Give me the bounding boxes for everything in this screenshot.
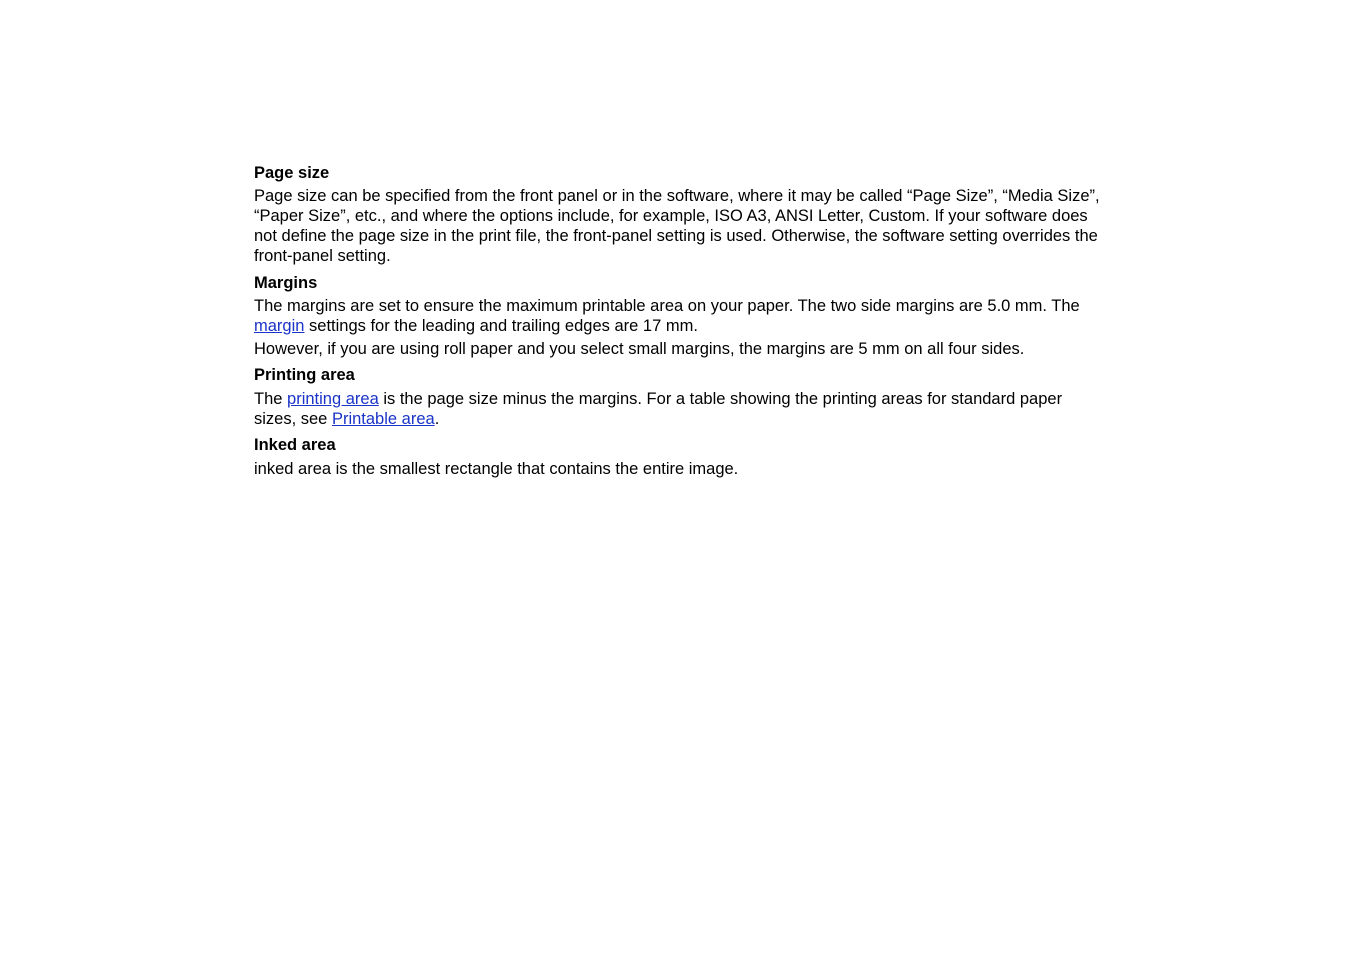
- margins-text-before: The margins are set to ensure the maximum printable area on your paper. The two side margins are 5.0 mm. The: [254, 297, 1080, 315]
- paragraph-printing-area: [254, 389, 1104, 429]
- printing-area-link[interactable]: printing area: [287, 390, 379, 408]
- heading-page-size: Page size: [254, 164, 330, 182]
- printing-text-before: The: [254, 390, 288, 408]
- document-body: [254, 163, 1104, 479]
- printing-text-after: .: [434, 410, 440, 428]
- printable-area-link[interactable]: Printable area: [331, 410, 435, 428]
- heading-margins: Margins: [254, 274, 318, 292]
- paragraph-page-size: Page size can be specified from the front panel or in the software, where it may be called “Page Size”, “Media Size”, “Paper Size”, etc., and where the options include, for example, ISO A3, ANSI Letter, Custom. If your software does not define the page size in the print file, the front-panel setting is used. Otherwise, the software setting overrides the front-panel setting.: [254, 187, 1100, 265]
- margins-text-after: settings for the leading and trailing edges are 17 mm.: [304, 317, 698, 335]
- margin-link[interactable]: margin: [254, 317, 305, 335]
- heading-printing-area: Printing area: [254, 366, 355, 384]
- heading-inked-area: Inked area: [254, 436, 336, 454]
- paragraph-margins-roll-paper: However, if you are using roll paper and you select small margins, the margins are 5 mm on all four sides.: [254, 340, 1025, 358]
- printing-text-middle: is the page size minus the margins. For a table showing the printing areas for standard paper sizes, see: [254, 390, 1063, 428]
- paragraph-margins: [254, 296, 1104, 336]
- paragraph-inked-area: inked area is the smallest rectangle that contains the entire image.: [254, 460, 739, 478]
